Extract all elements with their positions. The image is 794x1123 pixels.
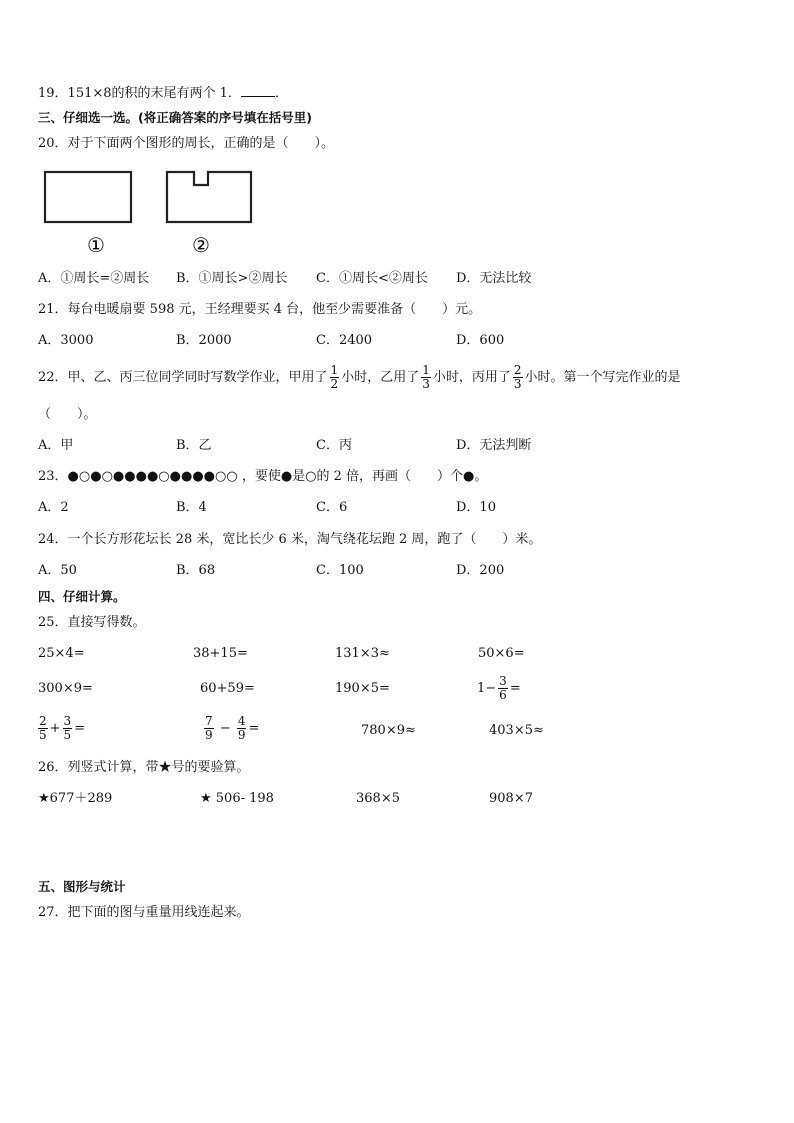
figure-1-rectangle: [45, 172, 131, 222]
q26-stem: 26．列竖式计算，带★号的要验算。: [38, 760, 250, 775]
calc-item: 780×9≈: [361, 723, 416, 738]
q23-option-b[interactable]: B．4: [176, 500, 207, 515]
calc-part: 1−: [477, 681, 497, 696]
q22-line2: （ ）。: [38, 407, 97, 422]
q21-option-b[interactable]: B．2000: [176, 333, 232, 348]
fraction: [204, 715, 214, 742]
fraction: [63, 715, 73, 742]
q22-text-3: 小时，丙用了: [432, 370, 511, 385]
section-4-title: 四、仔细计算。: [38, 589, 126, 604]
calc-item: 60+59=: [200, 681, 255, 696]
fraction-two-thirds: [513, 364, 523, 391]
calc-item: 25×4=: [38, 646, 85, 661]
q24-option-a[interactable]: A．50: [38, 563, 77, 578]
calc-item-one-minus-fraction: [477, 673, 521, 705]
calc-item: 403×5≈: [489, 723, 544, 738]
frac-den: 5: [39, 728, 47, 742]
equals-sign: =: [74, 721, 86, 736]
q22-option-a[interactable]: A．甲: [38, 438, 74, 453]
q20-option-a[interactable]: A．①周长=②周长: [38, 271, 150, 286]
q20-option-c[interactable]: C．①周长<②周长: [316, 271, 428, 286]
calc-item: 190×5=: [335, 681, 390, 696]
frac-den: 5: [63, 728, 72, 742]
q22-stem: [38, 358, 681, 398]
fraction: [38, 715, 48, 742]
frac-den: 2: [330, 377, 339, 391]
fraction-one-third: [421, 364, 431, 391]
frac-den: 3: [422, 377, 430, 391]
q20-option-b[interactable]: B．①周长>②周长: [176, 271, 288, 286]
q24-option-b[interactable]: B．68: [176, 563, 216, 578]
q20-option-d[interactable]: D．无法比较: [456, 271, 532, 286]
frac-den: 9: [205, 728, 213, 742]
q23-option-a[interactable]: A．2: [38, 500, 69, 515]
frac-den: 9: [237, 728, 246, 742]
q22-text-1: 22．甲、乙、丙三位同学同时写数学作业，甲用了: [38, 370, 328, 385]
frac-num: 2: [39, 714, 47, 728]
calc-item-fraction-diff: [202, 712, 259, 746]
q21-option-c[interactable]: C．2400: [316, 333, 373, 348]
calc-item: 38+15=: [193, 646, 248, 661]
calc-part: =: [509, 681, 521, 696]
q21-option-a[interactable]: A．3000: [38, 333, 94, 348]
q19-text: 19．151×8的积的末尾有两个 1．: [38, 86, 241, 101]
frac-num: 2: [513, 363, 522, 377]
figure-2-notched-rectangle: [167, 172, 251, 222]
frac-num: 4: [237, 714, 246, 728]
figure-1-label: ①: [87, 233, 105, 257]
q21-option-d[interactable]: D．600: [456, 333, 505, 348]
q24-stem: 24．一个长方形花坛长 28 米，宽比长少 6 米，淘气绕花坛跑 2 周，跑了（ ）米。: [38, 532, 542, 547]
q20-stem: 20．对于下面两个图形的周长，正确的是（ ）。: [38, 136, 335, 151]
q24-option-c[interactable]: C．100: [316, 563, 364, 578]
frac-num: 1: [422, 363, 430, 377]
q23-stem: 23．●○●○●●●●○●●●●○○ ，要使●是○的 2 倍，再画（ ）个●。: [38, 469, 488, 484]
frac-num: 3: [499, 674, 507, 688]
q23-option-c[interactable]: C．6: [316, 500, 348, 515]
fraction-one-half: [330, 364, 340, 391]
operator: −: [219, 721, 231, 736]
frac-num: 7: [205, 714, 213, 728]
q19-suffix: ．: [274, 86, 288, 101]
frac-den: 6: [499, 688, 507, 702]
q22-option-d[interactable]: D．无法判断: [456, 438, 532, 453]
vertical-calc-item: ★677＋289: [38, 791, 113, 806]
frac-num: 3: [63, 714, 72, 728]
equals-sign: =: [248, 721, 260, 736]
q22-text-2: 小时，乙用了: [341, 370, 420, 385]
calc-item: 300×9=: [38, 681, 93, 696]
section-3-title: 三、仔细选一选。(将正确答案的序号填在括号里): [38, 110, 312, 125]
q25-stem: 25．直接写得数。: [38, 615, 146, 630]
q20-figures: [38, 165, 268, 259]
calc-item: 50×6=: [478, 646, 525, 661]
calc-item-fraction-sum: [36, 712, 85, 746]
vertical-calc-item: ★ 506- 198: [200, 791, 274, 806]
frac-num: 1: [330, 363, 339, 377]
q24-option-d[interactable]: D．200: [456, 563, 505, 578]
q22-text-4: 小时。第一个写完作业的是: [524, 370, 681, 385]
q21-stem: 21．每台电暖扇要 598 元，王经理要买 4 台，他至少需要准备（ ）元。: [38, 302, 482, 317]
q27-stem: 27．把下面的图与重量用线连起来。: [38, 905, 250, 920]
vertical-calc-item: 368×5: [356, 791, 400, 806]
q22-option-c[interactable]: C．丙: [316, 438, 352, 453]
fraction: [237, 715, 247, 742]
frac-den: 3: [513, 377, 522, 391]
q19-line: [38, 84, 288, 102]
answer-blank[interactable]: [241, 84, 275, 97]
figure-2-label: ②: [192, 233, 210, 257]
section-5-title: 五、图形与统计: [38, 879, 126, 894]
operator: +: [49, 721, 61, 736]
q23-option-d[interactable]: D．10: [456, 500, 496, 515]
vertical-calc-item: 908×7: [489, 791, 533, 806]
q22-option-b[interactable]: B．乙: [176, 438, 212, 453]
calc-item: 131×3≈: [335, 646, 390, 661]
fraction: [498, 675, 508, 702]
